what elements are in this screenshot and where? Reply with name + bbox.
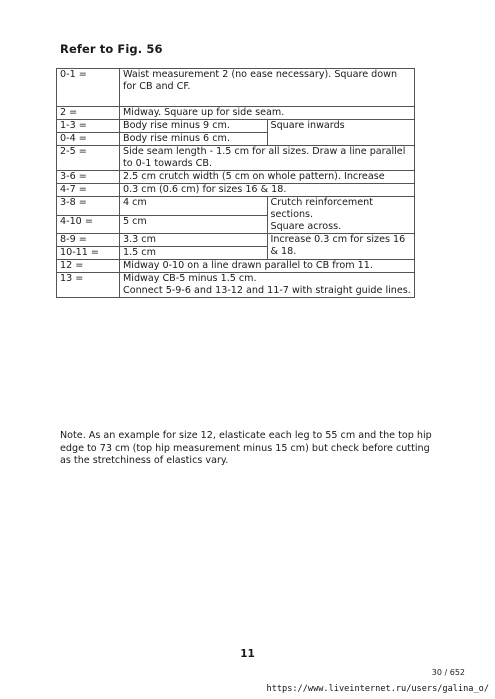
instruction: 3.3 cm (120, 234, 268, 247)
measurements-table (56, 68, 415, 298)
instruction: Midway. Square up for side seam. (120, 107, 415, 120)
table-row (57, 146, 415, 171)
point-code: 2-5 = (57, 146, 120, 171)
table-row (57, 69, 415, 107)
point-code: 0-1 = (57, 69, 120, 107)
instruction: Waist measurement 2 (no ease necessary). Square down for CB and CF. (120, 69, 415, 107)
point-code: 10-11 = (57, 247, 120, 260)
table-row (57, 197, 415, 216)
page-number: 11 (240, 648, 255, 660)
point-code: 3-8 = (57, 197, 120, 216)
instruction: Midway 0-10 on a line drawn parallel to CB from 11. (120, 260, 415, 273)
instruction: 1.5 cm (120, 247, 268, 260)
side-note-line: Crutch reinforcement sections. (270, 197, 374, 220)
table-row (57, 171, 415, 184)
point-code: 8-9 = (57, 234, 120, 247)
instruction: 4 cm (120, 197, 268, 216)
instruction (120, 273, 415, 298)
table-row (57, 107, 415, 120)
point-code: 4-10 = (57, 215, 120, 234)
point-code: 3-6 = (57, 171, 120, 184)
side-note: Square inwards (267, 120, 415, 146)
instruction: 2.5 cm crutch width (5 cm on whole pattern). Increase (120, 171, 415, 184)
instruction-line: Connect 5-9-6 and 13-12 and 11-7 with straight guide lines. (123, 285, 411, 296)
table-row (57, 120, 415, 133)
instruction: Body rise minus 6 cm. (120, 133, 268, 146)
table-row (57, 184, 415, 197)
point-code: 13 = (57, 273, 120, 298)
side-note: Increase 0.3 cm for sizes 16 & 18. (267, 234, 415, 260)
point-code: 4-7 = (57, 184, 120, 197)
point-code: 1-3 = (57, 120, 120, 133)
side-note (267, 197, 415, 234)
page-counter: 30 / 652 (431, 668, 465, 677)
instruction: Side seam length - 1.5 cm for all sizes. Draw a line parallel to 0-1 towards CB. (120, 146, 415, 171)
instruction: 5 cm (120, 215, 268, 234)
section-heading: Refer to Fig. 56 (60, 42, 163, 56)
table-row (57, 273, 415, 298)
instruction-line: Midway CB-5 minus 1.5 cm. (123, 273, 257, 284)
side-note-line: Square across. (270, 221, 342, 232)
point-code: 2 = (57, 107, 120, 120)
note-paragraph: Note. As an example for size 12, elasticate each leg to 55 cm and the top hip edge to 73 cm (top hip measurement minus 15 cm) but check before cutting as the stretchiness of elastics vary. (60, 430, 432, 466)
instruction: 0.3 cm (0.6 cm) for sizes 16 & 18. (120, 184, 415, 197)
point-code: 12 = (57, 260, 120, 273)
table-row (57, 234, 415, 247)
point-code: 0-4 = (57, 133, 120, 146)
table-row (57, 260, 415, 273)
instruction: Body rise minus 9 cm. (120, 120, 268, 133)
source-url[interactable]: https://www.liveinternet.ru/users/galina_o/ (266, 684, 489, 694)
